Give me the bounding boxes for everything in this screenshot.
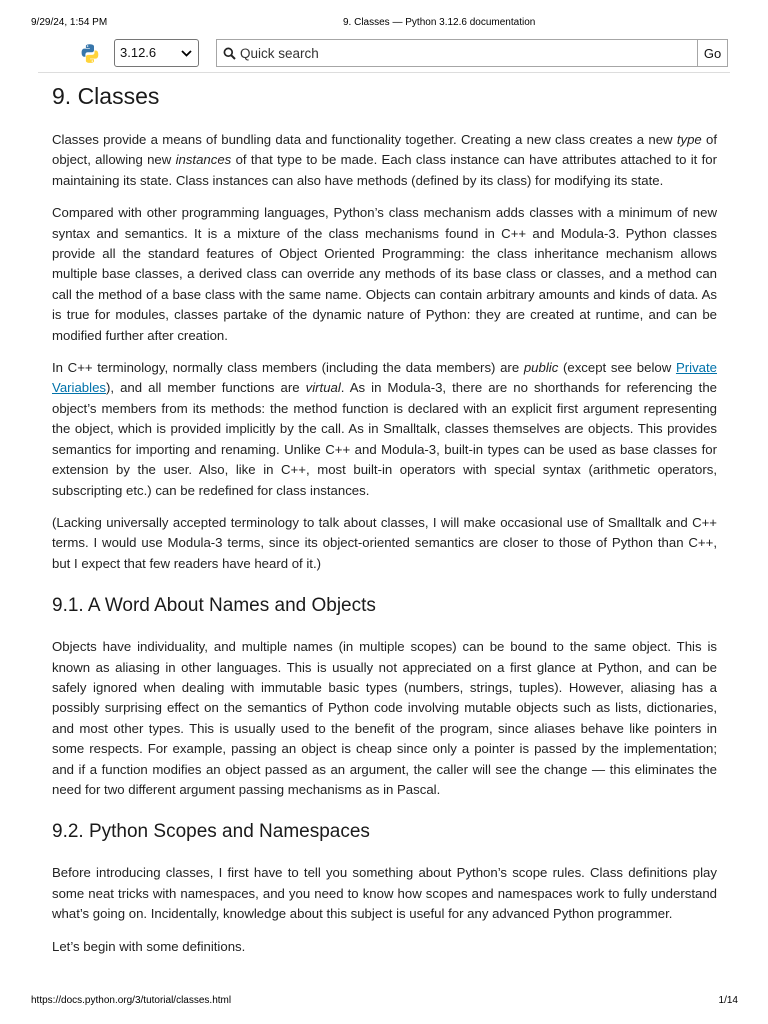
section-2-paragraph-2: Let’s begin with some definitions. (52, 938, 246, 954)
text-run: of that type to be made. Each class instance can have attributes attached to it for maintaining its state. Class instances can also have methods (defined by its class) for modifying its state. (52, 152, 717, 188)
search-icon (223, 47, 236, 60)
text-run: of object, allowing new (52, 132, 718, 168)
chevron-down-icon (181, 50, 192, 57)
python-logo-icon[interactable] (80, 43, 100, 64)
emphasis-public: public (523, 360, 559, 376)
text-run: ), and all member functions are (106, 380, 306, 396)
version-select[interactable] (114, 39, 199, 67)
quick-search-box (216, 39, 698, 67)
intro-paragraph-2: Compared with other programming languages, Python’s class mechanism adds classes with a minimum of new syntax and semantics. It is a mixture of the class mechanisms found in C++ and Modula-3. Python classes provide all the standard features of Object Oriented Programming: the class inheritance mechanism allows multiple base classes, a derived class can override any methods of its base class or classes, and a method can call the method of a base class with the same name. Objects can contain arbitrary amounts and kinds of data. As is true for modules, classes partake of the dynamic nature of Python: they are created at runtime, and can be modified further after creation. (52, 205, 717, 343)
section-scopes-and-namespaces (52, 819, 717, 957)
page-title: 9. Classes (52, 83, 160, 109)
section-2-paragraph-1: Before introducing classes, I first have to tell you something about Python’s scope rules. Class definitions play some neat tricks with namespaces, and you need to know how scopes and namespaces work to fully understand what’s going on. Incidentally, knowledge about this subject is useful for any advanced Python programmer. (52, 865, 717, 922)
section-heading-scopes-and-namespaces: 9.2. Python Scopes and Namespaces (52, 821, 370, 843)
intro-paragraph-3 (52, 358, 717, 501)
emphasis-virtual: virtual (305, 380, 341, 396)
private-variables-link[interactable]: Private Variables (52, 360, 717, 396)
section-heading-names-and-objects: 9.1. A Word About Names and Objects (52, 595, 376, 617)
intro-paragraph-1 (52, 130, 717, 191)
text-run: In C++ terminology, normally class members (including the data members) are (52, 360, 524, 376)
intro-paragraph-4: (Lacking universally accepted terminology to talk about classes, I will make occasional use of Smalltalk and C++ terms. I would use Modula-3 terms, since its object-oriented semantics are closer to those of Python than C++, but I expect that few readers have heard of it.) (52, 514, 717, 571)
text-run: (except see below (558, 360, 676, 376)
print-header-datetime: 9/29/24, 1:54 PM (31, 17, 108, 28)
emphasis-type: type (676, 132, 702, 147)
print-footer-page-number: 1/14 (718, 995, 738, 1006)
header-divider (38, 72, 730, 73)
document-body (52, 81, 717, 957)
text-run: . As in Modula-3, there are no shorthands for referencing the object’s members from its methods: the method function is declared with an explicit first argument representing the object, which is provided implicitly by the call. As in Smalltalk, classes themselves are objects. This provides semantics for importing and renaming. Unlike C++ and Modula-3, built-in types can be used as base classes for extension by the user. Also, like in C++, most built-in operators with special syntax (arithmetic operators, subscripting etc.) can be redefined for class instances. (52, 380, 717, 498)
search-input[interactable] (240, 40, 690, 66)
text-run: Classes provide a means of bundling data and functionality together. Creating a new class creates a new (52, 132, 677, 147)
section-names-and-objects (52, 593, 717, 800)
print-footer-url: https://docs.python.org/3/tutorial/classes.html (31, 995, 232, 1006)
print-header-title: 9. Classes — Python 3.12.6 documentation (343, 17, 536, 28)
search-go-button[interactable]: Go (697, 39, 728, 67)
emphasis-instances: instances (175, 152, 232, 168)
section-1-paragraph-1: Objects have individuality, and multiple names (in multiple scopes) can be bound to the same object. This is known as aliasing in other languages. This is usually not appreciated on a first glance at Python, and can be safely ignored when dealing with immutable basic types (numbers, strings, tuples). However, aliasing has a possibly surprising effect on the semantics of Python code involving mutable objects such as lists, dictionaries, and most other types. This is usually used to the benefit of the program, since aliases behave like pointers in some respects. For example, passing an object is cheap since only a pointer is passed by the implementation; and if a function modifies an object passed as an argument, the caller will see the change — this eliminates the need for two different argument passing mechanisms as in Pascal. (52, 639, 717, 797)
version-select-value: 3.12.6 (120, 45, 157, 60)
